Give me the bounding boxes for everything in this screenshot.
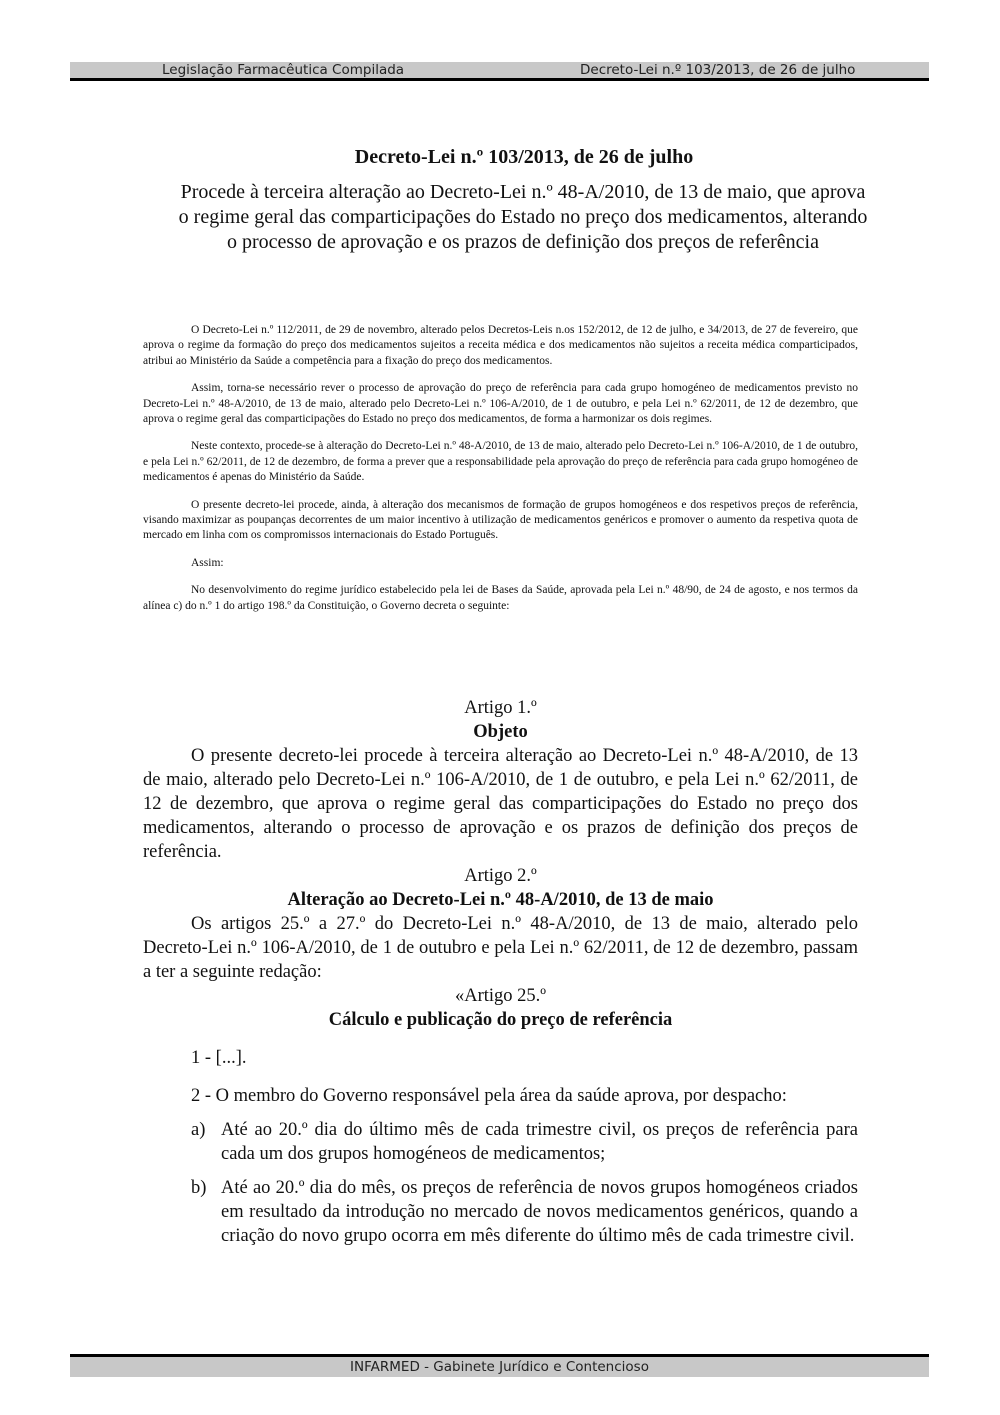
list-text: Até ao 20.º dia do mês, os preços de referência de novos grupos homogéneos criados em resultado da introdução no mercado de novos medicamentos genéricos, quando a criação do novo grupo ocorra em mês diferente do último mês de cada trimestre civil. (221, 1178, 858, 1246)
preamble-paragraph: Neste contexto, procede-se à alteração do Decreto-Lei n.º 48-A/2010, de 13 de maio, alterado pelo Decreto-Lei n.º 106-A/2010, de 1 de outubro, e pela Lei n.º 62/2011, de 12 de dezembro, de forma a prever que a responsabilidade pela aprovação do preço de referência para cada grupo homogéneo de medicamentos é apenas do Ministério da Saúde. (143, 440, 858, 484)
article-25-item-1: 1 - [...]. (191, 1048, 247, 1068)
list-marker: a) (191, 1120, 206, 1140)
article-1-title: Objeto (473, 722, 528, 742)
footer-text: INFARMED - Gabinete Jurídico e Contencioso (350, 1359, 649, 1375)
preamble-paragraph: O Decreto-Lei n.º 112/2011, de 29 de novembro, alterado pelos Decretos-Leis n.os 152/2012, de 12 de julho, e 34/2013, de 27 de fevereiro, que aprova o regime da formação do preço dos medicamentos sujeitos a receita médica e dos medicamentos não sujeitos a receita médica comparticipados, atribui ao Ministério da Saúde a competência para a fixação do preço dos medicamentos. (143, 324, 858, 367)
article-25-number: «Artigo 25.º (454, 986, 547, 1006)
preamble-paragraph: Assim, torna-se necessário rever o processo de aprovação do preço de referência para cada grupo homogéneo de medicamentos previsto no Decreto-Lei n.º 48-A/2010, de 13 de maio, alterado pelo Decreto-Lei n.º 106-A/2010, de 1 de outubro, e pela Lei n.º 62/2011, de 12 de dezembro, que aprova o regime geral das comparticipações do Estado no preço dos medicamentos, de forma a harmonizar os dois regimes. (143, 382, 858, 426)
page-header (70, 62, 929, 81)
article-25-item-2: 2 - O membro do Governo responsável pela área da saúde aprova, por despacho: (191, 1086, 787, 1106)
article-1-text: O presente decreto-lei procede à terceira alteração ao Decreto-Lei n.º 48-A/2010, de 13 de maio, alterado pelo Decreto-Lei n.º 106-A/2010, de 1 de outubro, e pela Lei n.º 62/2011, de 12 de dezembro, que aprova o regime geral das comparticipações do Estado no preço dos medicamentos, alterando o processo de aprovação e os prazos de definição dos preços de referência. (143, 746, 858, 862)
preamble-paragraph: Assim: (191, 556, 224, 569)
list-text: Até ao 20.º dia do último mês de cada trimestre civil, os preços de referência para cada um dos grupos homogéneos de medicamentos; (221, 1120, 858, 1164)
header-left-text: Legislação Farmacêutica Compilada (162, 62, 405, 78)
article-1-number: Artigo 1.º (464, 698, 537, 718)
preamble-paragraph: No desenvolvimento do regime jurídico estabelecido pela lei de Bases da Saúde, aprovada pela Lei n.º 48/90, de 24 de agosto, e nos termos da alínea c) do n.º 1 do artigo 198.º da Constituição, o Governo decreta o seguinte: (143, 584, 858, 612)
header-right-text: Decreto-Lei n.º 103/2013, de 26 de julho (580, 62, 856, 78)
page-footer (70, 1354, 929, 1377)
document-subtitle: Procede à terceira alteração ao Decreto-Lei n.º 48-A/2010, de 13 de maio, que aprova o regime geral das comparticipações do Estado no preço dos medicamentos, alterando o processo de aprovação e os prazos de definição dos preços de referência (178, 181, 868, 253)
list-marker: b) (191, 1178, 207, 1198)
document-title: Decreto-Lei n.º 103/2013, de 26 de julho (354, 146, 694, 168)
preamble-paragraph: O presente decreto-lei procede, ainda, à alteração dos mecanismos de formação de grupos homogéneos e dos respetivos preços de referência, visando maximizar as poupanças decorrentes de um maior incentivo à utilização de medicamentos genéricos e promover o aumento da respetiva quota de mercado em linha com os compromissos internacionais do Estado Português. (143, 498, 858, 542)
article-2-title: Alteração ao Decreto-Lei n.º 48-A/2010, de 13 de maio (287, 890, 714, 910)
preamble (143, 323, 858, 626)
article-25-subitem-b (143, 1176, 858, 1248)
main-body (143, 696, 858, 1248)
article-2-number: Artigo 2.º (464, 866, 537, 886)
article-25-subitem-a (143, 1118, 858, 1166)
article-2-text: Os artigos 25.º a 27.º do Decreto-Lei n.º 48-A/2010, de 13 de maio, alterado pelo Decreto-Lei n.º 106-A/2010, de 1 de outubro e pela Lei n.º 62/2011, de 12 de dezembro, passam a ter a seguinte redação: (143, 914, 858, 982)
article-25-title: Cálculo e publicação do preço de referência (328, 1010, 673, 1030)
